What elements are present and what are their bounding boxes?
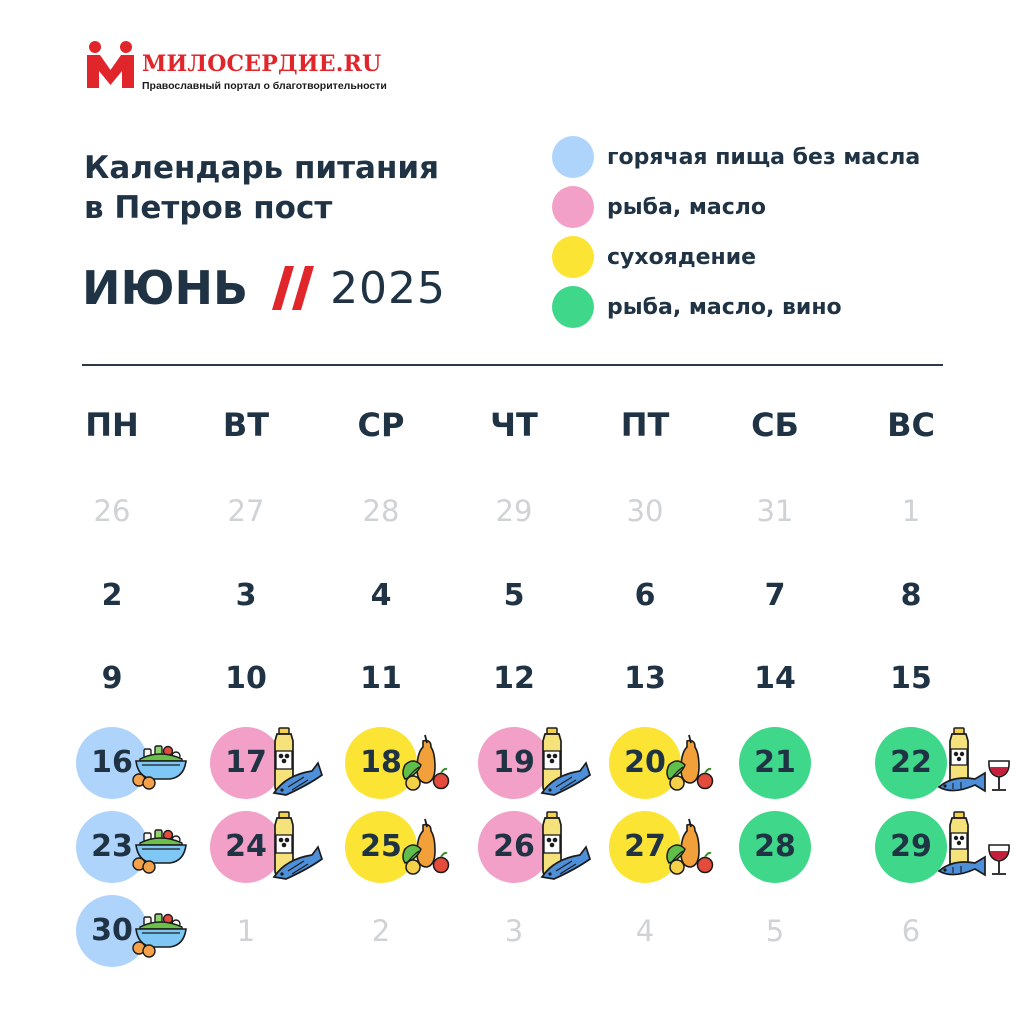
legend-item-fish-oil-wine	[552, 282, 920, 332]
calendar-day[interactable]	[76, 895, 148, 967]
day-number: 23	[91, 829, 133, 864]
day-number: 3	[504, 914, 524, 948]
day-number: 13	[624, 661, 666, 696]
weekday-header: ПТ	[620, 406, 670, 444]
page-title	[84, 148, 439, 228]
day-number: 1	[901, 494, 921, 528]
oil-fish-icon	[536, 727, 592, 799]
oil-fish-icon	[268, 727, 324, 799]
day-number: 8	[900, 578, 922, 613]
month-year	[82, 258, 446, 318]
weekday-header: СР	[357, 406, 405, 444]
double-slash-icon	[272, 266, 314, 310]
calendar-day[interactable]	[210, 643, 282, 715]
day-number: 3	[235, 578, 257, 613]
calendar-day[interactable]	[609, 560, 681, 632]
legend-label: сухоядение	[607, 244, 757, 270]
day-number: 29	[890, 829, 932, 864]
day-number: 29	[495, 494, 533, 528]
calendar-day[interactable]	[345, 560, 417, 632]
weekday-header: ЧТ	[490, 406, 538, 444]
calendar-day[interactable]	[345, 643, 417, 715]
vegetables-icon	[401, 735, 451, 795]
calendar-day[interactable]	[875, 560, 947, 632]
vegetables-icon	[401, 819, 451, 879]
weekday-header: ВТ	[222, 406, 270, 444]
logo-people-icon	[86, 40, 136, 90]
day-number: 5	[765, 914, 785, 948]
day-number: 30	[626, 494, 664, 528]
calendar-day-outside[interactable]	[345, 475, 417, 547]
day-number: 18	[360, 745, 402, 780]
logo-name: МИЛОСЕРДИЕ.RU	[142, 51, 382, 77]
salad-bowl-icon	[130, 909, 190, 959]
calendar-day[interactable]	[739, 560, 811, 632]
day-number: 2	[371, 914, 391, 948]
calendar-day[interactable]	[875, 727, 947, 799]
calendar-day[interactable]	[875, 811, 947, 883]
logo-tagline: Православный портал о благотворительности	[142, 80, 387, 92]
calendar-day[interactable]	[739, 643, 811, 715]
calendar-day[interactable]	[478, 727, 550, 799]
oil-fish-wine-icon	[939, 727, 1019, 799]
day-number: 28	[754, 829, 796, 864]
calendar-day[interactable]	[210, 560, 282, 632]
salad-bowl-icon	[130, 825, 190, 875]
day-number: 15	[890, 661, 932, 696]
legend-label: рыба, масло	[607, 194, 766, 220]
calendar-day[interactable]	[478, 560, 550, 632]
calendar-day-outside[interactable]	[875, 895, 947, 967]
weekday-header: ВС	[887, 406, 935, 444]
month-name: ИЮНЬ	[82, 261, 249, 315]
calendar-day[interactable]	[76, 560, 148, 632]
title-line-2: в Петров пост	[84, 190, 333, 226]
calendar-day-outside[interactable]	[478, 895, 550, 967]
site-logo[interactable]	[86, 40, 386, 92]
legend-item-hot-no-oil	[552, 132, 920, 182]
calendar-day[interactable]	[609, 727, 681, 799]
weekday-header: СБ	[751, 406, 799, 444]
legend	[552, 132, 920, 332]
title-line-1: Календарь питания	[84, 150, 440, 186]
calendar-day[interactable]	[739, 727, 811, 799]
calendar-day[interactable]	[478, 643, 550, 715]
day-number: 5	[503, 578, 525, 613]
calendar-day[interactable]	[210, 727, 282, 799]
calendar-day[interactable]	[210, 811, 282, 883]
calendar-day-outside[interactable]	[739, 895, 811, 967]
calendar-day[interactable]	[76, 811, 148, 883]
day-number: 21	[754, 745, 796, 780]
legend-dot	[552, 136, 594, 178]
calendar-day[interactable]	[609, 811, 681, 883]
day-number: 10	[225, 661, 267, 696]
legend-dot	[552, 236, 594, 278]
day-number: 2	[101, 578, 123, 613]
day-number: 27	[227, 494, 265, 528]
day-number: 26	[493, 829, 535, 864]
calendar-day-outside[interactable]	[76, 475, 148, 547]
day-number: 11	[360, 661, 402, 696]
day-number: 12	[493, 661, 535, 696]
day-number: 6	[634, 578, 656, 613]
divider	[82, 364, 943, 366]
vegetables-icon	[665, 735, 715, 795]
legend-label: рыба, масло, вино	[607, 294, 842, 320]
salad-bowl-icon	[130, 741, 190, 791]
oil-fish-wine-icon	[939, 811, 1019, 883]
calendar-day[interactable]	[609, 643, 681, 715]
legend-dot	[552, 286, 594, 328]
day-number: 26	[93, 494, 131, 528]
day-number: 9	[101, 661, 123, 696]
day-number: 25	[360, 829, 402, 864]
calendar-day[interactable]	[76, 643, 148, 715]
calendar-day-outside[interactable]	[478, 475, 550, 547]
calendar-day[interactable]	[739, 811, 811, 883]
legend-item-dry	[552, 232, 920, 282]
calendar-day[interactable]	[76, 727, 148, 799]
calendar-day[interactable]	[875, 643, 947, 715]
legend-label: горячая пища без масла	[607, 144, 921, 170]
day-number: 28	[362, 494, 400, 528]
calendar-day[interactable]	[478, 811, 550, 883]
year: 2025	[330, 262, 447, 314]
calendar-day[interactable]	[345, 811, 417, 883]
calendar-day-outside[interactable]	[875, 475, 947, 547]
oil-fish-icon	[536, 811, 592, 883]
day-number: 16	[91, 745, 133, 780]
calendar-day-outside[interactable]	[609, 895, 681, 967]
day-number: 4	[635, 914, 655, 948]
day-number: 1	[236, 914, 256, 948]
oil-fish-icon	[268, 811, 324, 883]
calendar-day-outside[interactable]	[210, 475, 282, 547]
calendar-day-outside[interactable]	[739, 475, 811, 547]
day-number: 17	[225, 745, 267, 780]
day-number: 6	[901, 914, 921, 948]
day-number: 4	[370, 578, 392, 613]
day-number: 14	[754, 661, 796, 696]
day-number: 22	[890, 745, 932, 780]
day-number: 30	[91, 913, 133, 948]
calendar-day[interactable]	[345, 727, 417, 799]
calendar-day-outside[interactable]	[609, 475, 681, 547]
day-number: 7	[764, 578, 786, 613]
day-number: 20	[624, 745, 666, 780]
day-number: 24	[225, 829, 267, 864]
legend-item-fish-oil	[552, 182, 920, 232]
day-number: 31	[756, 494, 794, 528]
day-number: 27	[624, 829, 666, 864]
vegetables-icon	[665, 819, 715, 879]
calendar-day-outside[interactable]	[345, 895, 417, 967]
calendar-day-outside[interactable]	[210, 895, 282, 967]
day-number: 19	[493, 745, 535, 780]
legend-dot	[552, 186, 594, 228]
weekday-header: ПН	[85, 406, 139, 444]
